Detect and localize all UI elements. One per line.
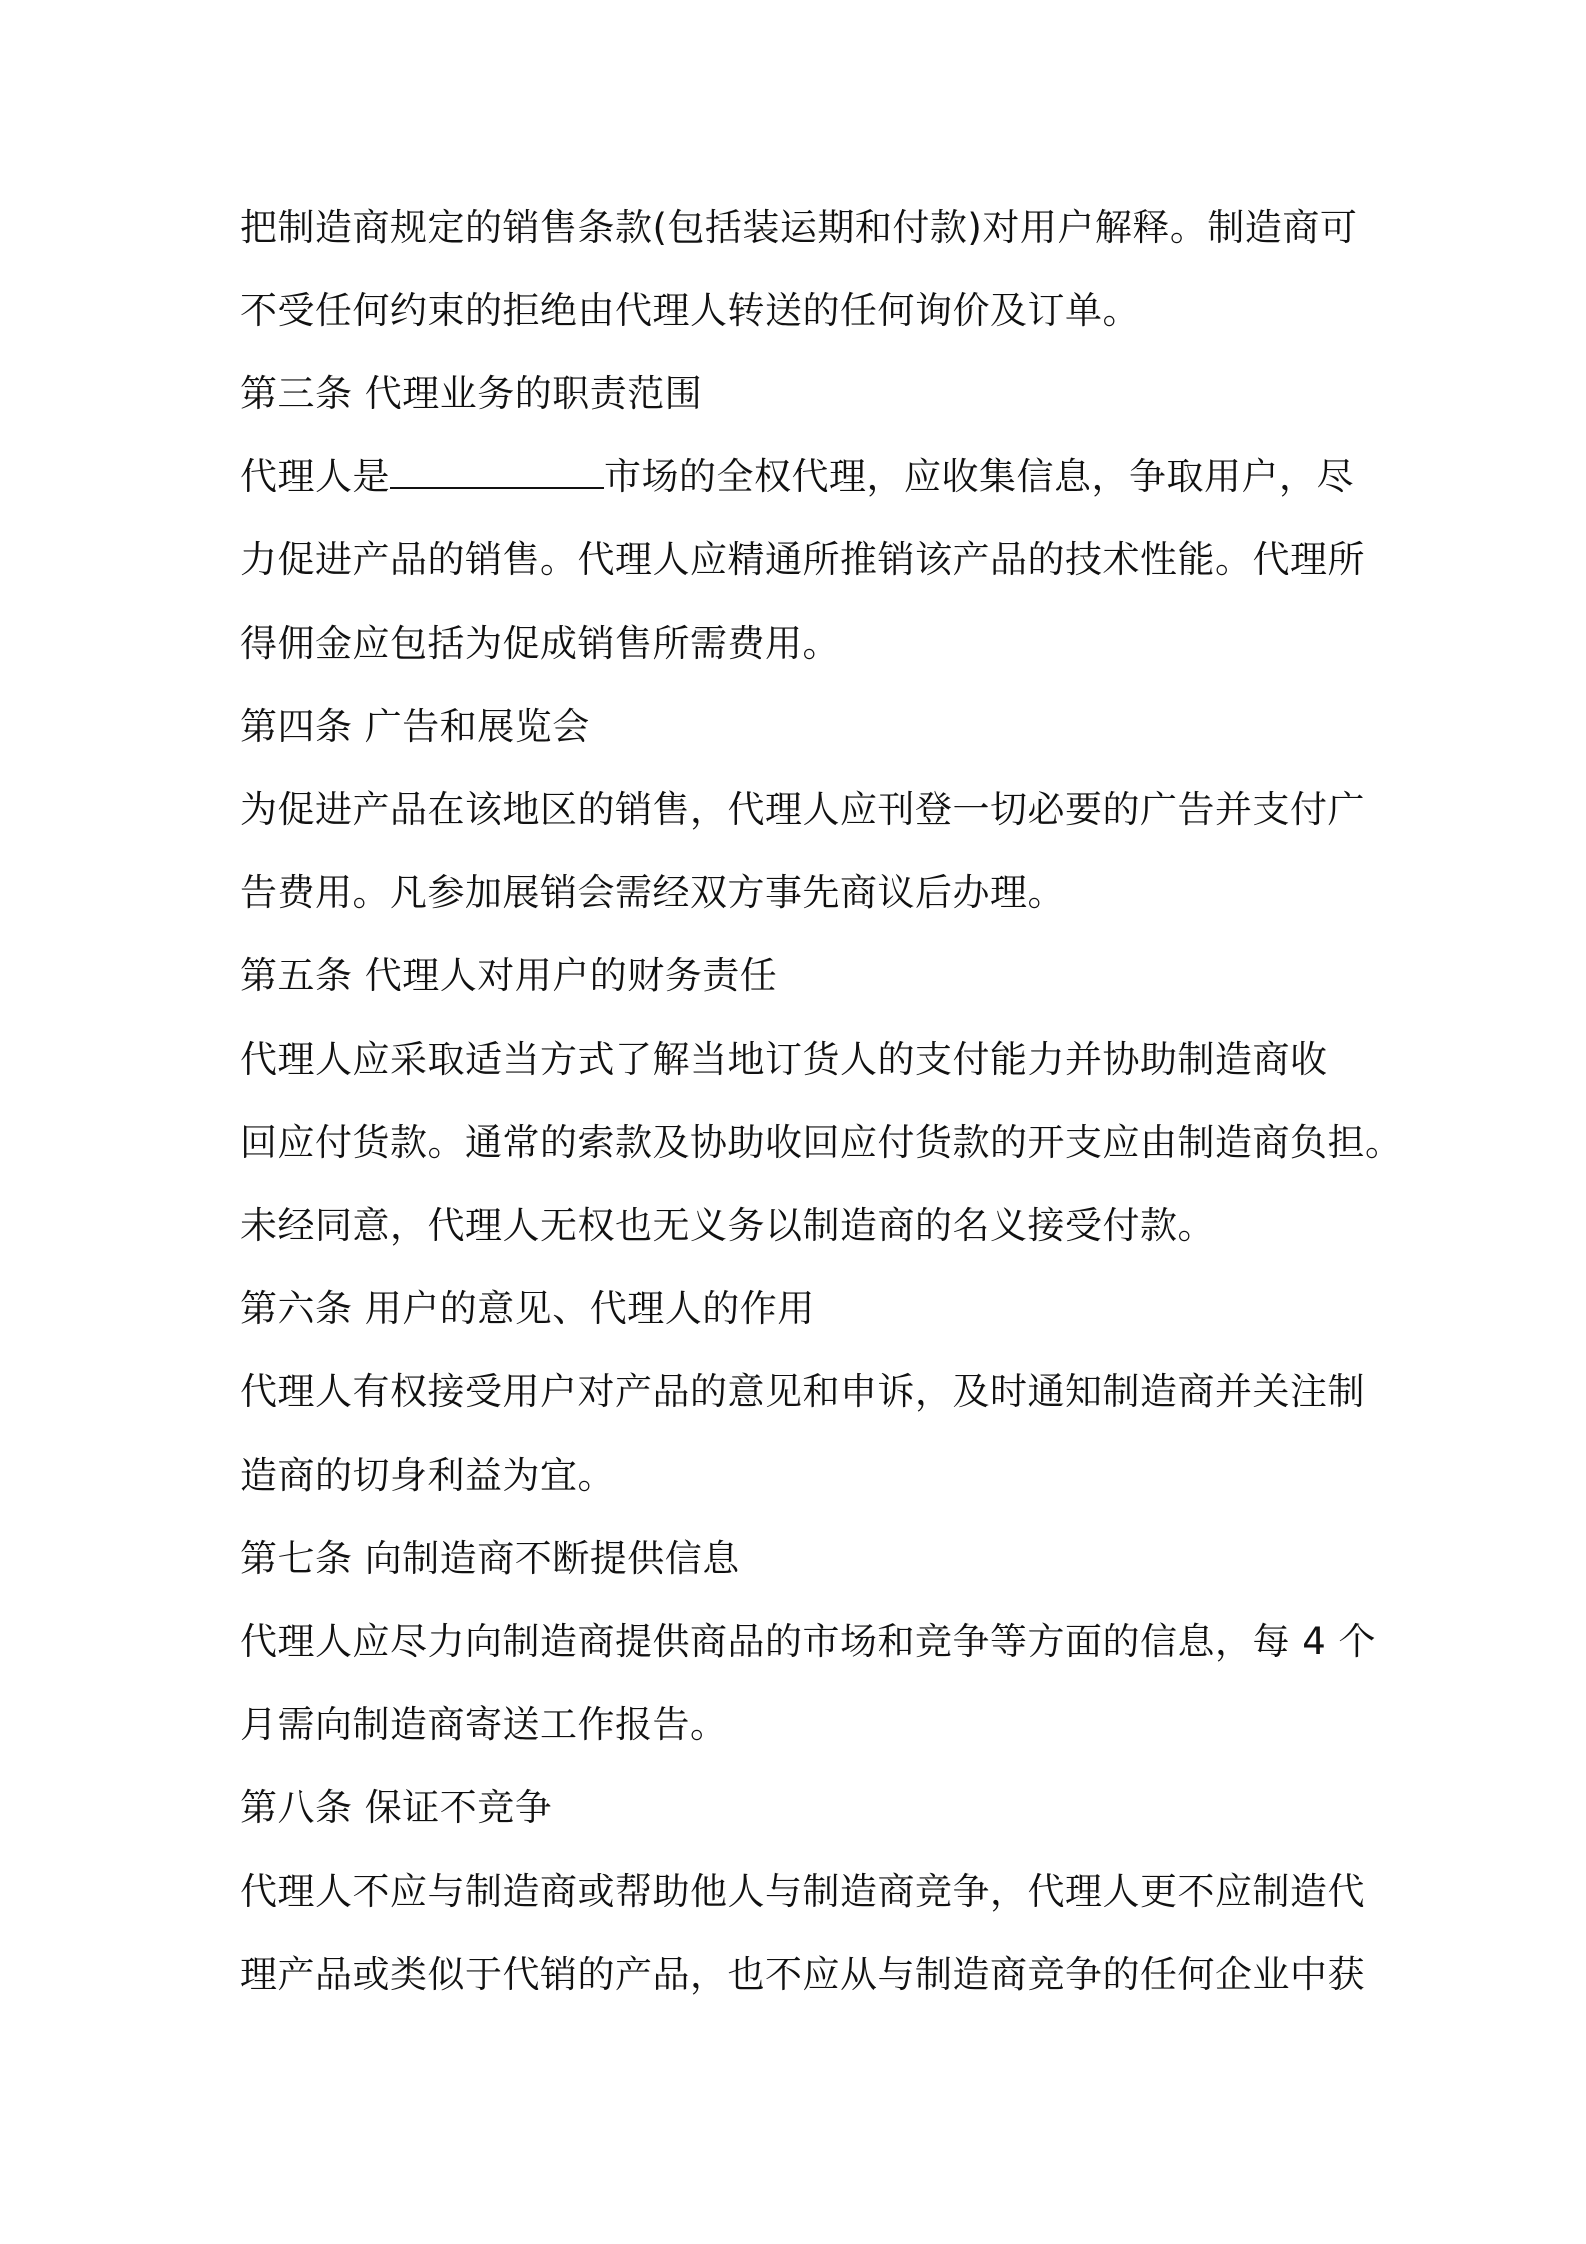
article-3-line-1-suffix: 市场的全权代理，应收集信息，争取用户，尽	[604, 455, 1354, 498]
body-text-line: 回应付货款。通常的索款及协助收回应付货款的开支应由制造商负担。	[240, 1121, 1403, 1164]
body-text-line: 力促进产品的销售。代理人应精通所推销该产品的技术性能。代理所	[240, 538, 1365, 581]
body-text-line: 未经同意，代理人无权也无义务以制造商的名义接受付款。	[240, 1204, 1215, 1247]
body-text-line: 不受任何约束的拒绝由代理人转送的任何询价及订单。	[240, 289, 1140, 332]
body-text-line: 代理人应采取适当方式了解当地订货人的支付能力并协助制造商收	[240, 1038, 1328, 1081]
body-text-line: 代理人不应与制造商或帮助他人与制造商竞争，代理人更不应制造代	[240, 1870, 1365, 1913]
article-3-line-1-prefix: 代理人是	[240, 455, 390, 498]
article-8-heading: 第八条 保证不竞争	[240, 1786, 553, 1829]
body-text-line: 造商的切身利益为宜。	[240, 1454, 615, 1497]
article-3-heading: 第三条 代理业务的职责范围	[240, 372, 703, 415]
article-4-heading: 第四条 广告和展览会	[240, 705, 590, 748]
body-text-line: 月需向制造商寄送工作报告。	[240, 1703, 728, 1746]
article-3-line-1	[240, 451, 1354, 503]
body-text-line: 代理人有权接受用户对产品的意见和申诉，及时通知制造商并关注制	[240, 1370, 1365, 1413]
body-text-line: 得佣金应包括为促成销售所需费用。	[240, 622, 840, 665]
article-7-heading: 第七条 向制造商不断提供信息	[240, 1537, 740, 1580]
body-text-line: 告费用。凡参加展销会需经双方事先商议后办理。	[240, 871, 1065, 914]
fill-in-blank	[390, 459, 604, 489]
body-text-line: 把制造商规定的销售条款(包括装运期和付款)对用户解释。制造商可	[240, 206, 1358, 249]
body-text-line: 为促进产品在该地区的销售，代理人应刊登一切必要的广告并支付广	[240, 788, 1365, 831]
body-text-line: 理产品或类似于代销的产品，也不应从与制造商竞争的任何企业中获	[240, 1953, 1365, 1996]
article-5-heading: 第五条 代理人对用户的财务责任	[240, 954, 778, 997]
article-6-heading: 第六条 用户的意见、代理人的作用	[240, 1287, 815, 1330]
body-text-line: 代理人应尽力向制造商提供商品的市场和竞争等方面的信息，每 4 个	[240, 1620, 1377, 1663]
